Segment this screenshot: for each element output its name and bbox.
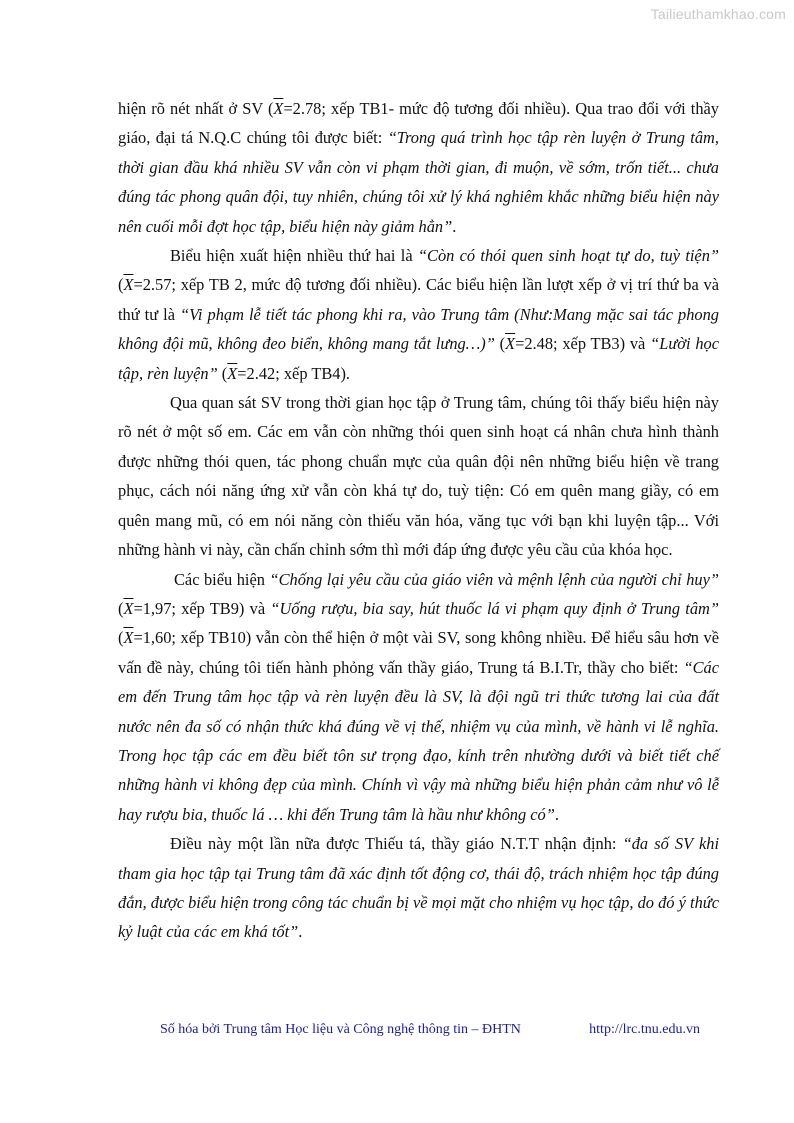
quote: “đa số SV khi tham gia học tập tại Trung tâm đã xác định tốt động cơ, thái độ, trách nhiệm học tập đúng đắn, được biểu hiện trong công tác chuẩn bị về mọi mặt cho nhiệm vụ học tập, do đó ý thức kỷ luật của các em khá tốt” (118, 834, 719, 942)
quote: “Uống rượu, bia say, hút thuốc lá vi phạm quy định ở Trung tâm” (270, 598, 719, 618)
paragraph-4: Các biểu hiện “Chống lại yêu cầu của giáo viên và mệnh lệnh của người chỉ huy” ($\overline{X}=1,97$; xếp TB9) và “Uống rượu, bia say, hút thuốc lá vi phạm quy định ở Trung tâm” ($\overline{X}=1,60$; xếp TB10) vẫn còn thể hiện ở một vài SV, song không nhiều. Để hiểu sâu hơn về vấn đề này, chúng tôi tiến hành phỏng vấn thầy giáo, Trung tá B.I.Tr, thầy cho biết: “Các em đến Trung tâm học tập và rèn luyện đều là SV, là đội ngũ tri thức tương lai của đất nước nên đa số có nhận thức khá đúng về vị thế, nhiệm vụ của mình, về hành vi lễ nghĩa. Trong học tập các em đều biết tôn sư trọng đạo, kính trên nhường dưới và biết tiết chế những hành vi không đẹp của mình. Chính vì vậy mà những biểu hiện phản cảm như vô lễ hay rượu bia, thuốc lá … khi đến Trung tâm là hầu như không có”. (118, 569, 719, 824)
mean-symbol: $\overline{X}$ (227, 363, 238, 383)
mean-symbol: $\overline{X}$ (273, 99, 284, 118)
quote: “Trong quá trình học tập rèn luyện ở Trung tâm, thời gian đầu khá nhiều SV vẫn còn vi phạm thời gian, đi muộn, về sớm, trốn tiết... chưa đúng tác phong quân đội, tuy nhiên, chúng tôi xử lý khá nghiêm khắc những biểu hiện này nên cuối mỗi đợt học tập, biểu hiện này giảm hẳn” (118, 128, 719, 236)
quote: “Các em đến Trung tâm học tập và rèn luyện đều là SV, là đội ngũ tri thức tương lai của đất nước nên đa số có nhận thức khá đúng về vị thế, nhiệm vụ của mình, về hành vi lễ nghĩa. Trong học tập các em đều biết tôn sư trọng đạo, kính trên nhường dưới và biết tiết chế những hành vi không đẹp của mình. Chính vì vậy mà những biểu hiện phản cảm như vô lễ hay rượu bia, thuốc lá … khi đến Trung tâm là hầu như không có” (118, 657, 719, 824)
paragraph-3: Qua quan sát SV trong thời gian học tập ở Trung tâm, chúng tôi thấy biểu hiện này rõ nét ở một số em. Các em vẫn còn những thói quen sinh hoạt cá nhân chưa hình thành được những thói quen, tác phong chuẩn mực của quân đội nên những biểu hiện về trang phục, cách nói năng ứng xử vẫn còn khá tự do, tuỳ tiện: Có em quên mang giầy, có em quên mang mũ, có em nói năng còn thiếu văn hóa, văng tục với bạn khi luyện tập... Với những hành vi này, cần chấn chỉnh sớm thì mới đáp ứng được yêu cầu của khóa học. (118, 393, 719, 560)
mean-symbol: $\overline{X}$ (123, 628, 134, 648)
quote: “Vi phạm lễ tiết tác phong khi ra, vào Trung tâm (Như:Mang mặc sai tác phong không đội mũ, không đeo biển, không mang tắt lưng…)” (118, 304, 719, 354)
document-body (118, 94, 719, 947)
quote: “Lười học tập, rèn luyện” (118, 334, 719, 383)
quote: “Chống lại yêu cầu của giáo viên và mệnh lệnh của người chỉ huy” (269, 569, 719, 589)
paragraph-1: hiện rõ nét nhất ở SV ($\overline{X}=2.78$; xếp TB1- mức độ tương đối nhiều). Qua trao đổi với thầy giáo, đại tá N.Q.C chúng tôi được biết: “Trong quá trình học tập rèn luyện ở Trung tâm, thời gian đầu khá nhiều SV vẫn còn vi phạm thời gian, đi muộn, về sớm, trốn tiết... chưa đúng tác phong quân đội, tuy nhiên, chúng tôi xử lý khá nghiêm khắc những biểu hiện này nên cuối mỗi đợt học tập, biểu hiện này giảm hẳn”. (118, 99, 720, 236)
footer-url[interactable]: http://lrc.tnu.edu.vn (589, 1022, 700, 1037)
mean-symbol: $\overline{X}$ (505, 334, 516, 354)
paragraph-2: Biểu hiện xuất hiện nhiều thứ hai là “Còn có thói quen sinh hoạt tự do, tuỳ tiện” ($\overline{X}=2.57$; xếp TB 2, mức độ tương đối nhiều). Các biểu hiện lần lượt xếp ở vị trí thứ ba và thứ tư là “Vi phạm lễ tiết tác phong khi ra, vào Trung tâm (Như:Mang mặc sai tác phong không đội mũ, không đeo biển, không mang tắt lưng…)” ($\overline{X}=2.48$; xếp TB3) và “Lười học tập, rèn luyện” ($\overline{X}=2.42$; xếp TB4). (118, 246, 720, 383)
quote: “Còn có thói quen sinh hoạt tự do, tuỳ tiện” (417, 246, 720, 266)
paragraph-5: Điều này một lần nữa được Thiếu tá, thầy giáo N.T.T nhận định: “đa số SV khi tham gia học tập tại Trung tâm đã xác định tốt động cơ, thái độ, trách nhiệm học tập đúng đắn, được biểu hiện trong công tác chuẩn bị về mọi mặt cho nhiệm vụ học tập, do đó ý thức kỷ luật của các em khá tốt”. (118, 834, 719, 942)
mean-symbol: $\overline{X}$ (123, 275, 134, 295)
watermark: Tailieuthamkhao.com (650, 6, 786, 22)
mean-symbol: $\overline{X}$ (123, 598, 134, 618)
footer-source: Số hóa bởi Trung tâm Học liệu và Công nghệ thông tin – ĐHTN (160, 1022, 521, 1037)
page-footer (160, 1022, 700, 1038)
